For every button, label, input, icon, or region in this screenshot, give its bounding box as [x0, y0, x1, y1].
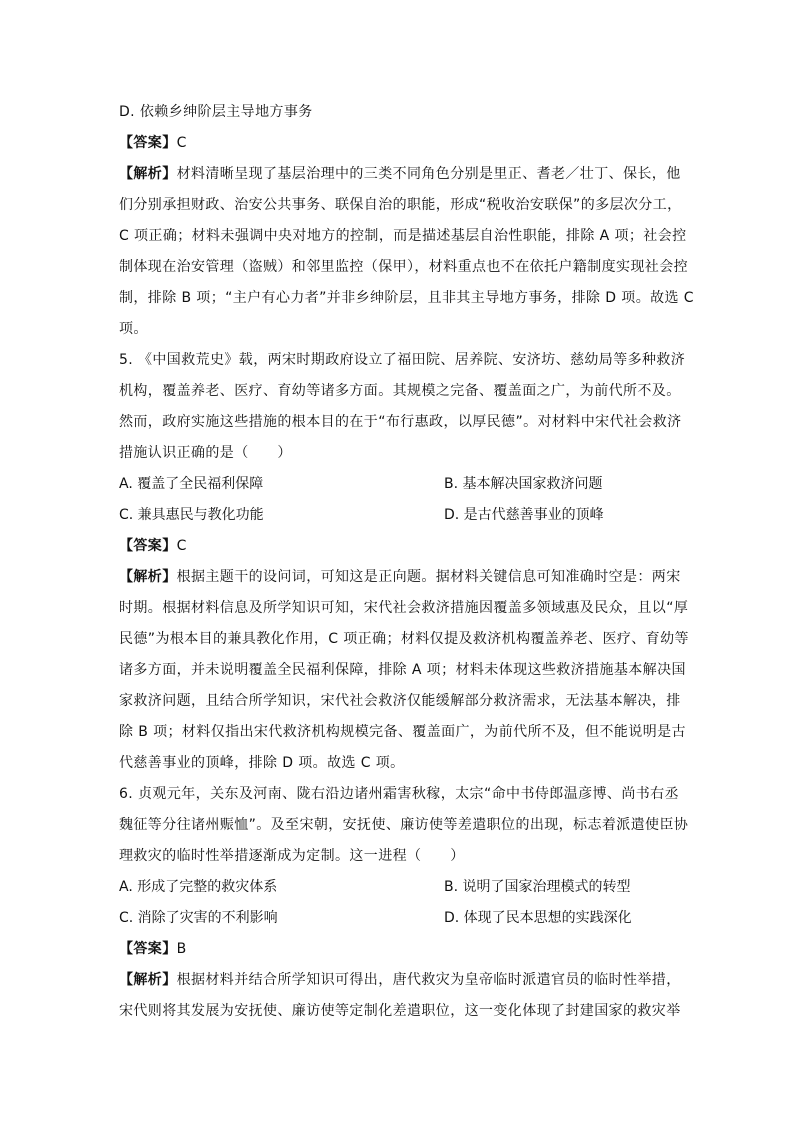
q4-analysis-line: 项。	[119, 321, 148, 337]
q6-option-c: C. 消除了灾害的不利影响	[119, 910, 278, 926]
analysis-tag: 【解析】	[119, 972, 177, 988]
q6-stem-line: 6. 贞观元年，关东及河南、陇右沿边诸州霜害秋稼，太宗“命中书侍郎温彦博、尚书右丞	[119, 786, 679, 802]
q6-analysis-line: 【解析】根据材料并结合所学知识可得出，唐代救灾为皇帝临时派遣官员的临时性举措，	[119, 972, 681, 988]
q5-analysis-line: 【解析】根据主题干的设问词，可知这是正向题。据材料关键信息可知准确时空是：两宋	[119, 569, 681, 585]
q4-option-d: D. 依赖乡绅阶层主导地方事务	[119, 104, 313, 120]
q5-options-row	[119, 500, 679, 531]
q5-analysis-line: 时期。根据材料信息及所学知识可知，宋代社会救济措施因覆盖多领域惠及民众，且以“厚	[119, 600, 689, 616]
q5-analysis-line: 代慈善事业的顶峰，排除 D 项。故选 C 项。	[119, 755, 405, 771]
q5-stem-line: 措施认识正确的是（ ）	[119, 445, 292, 461]
q5-option-a: A. 覆盖了全民福利保障	[119, 476, 264, 492]
q6-option-a: A. 形成了完整的救灾体系	[119, 879, 278, 895]
q6-options-row	[119, 872, 679, 903]
q5-stem-line: 5. 《中国救荒史》载，两宋时期政府设立了福田院、居养院、安济坊、慈幼局等多种救济	[119, 352, 686, 368]
q5-analysis-line: 家救济问题，且结合所学知识，宋代社会救济仅能缓解部分救济需求，无法基本解决，排	[119, 693, 681, 709]
q6-answer	[119, 934, 679, 965]
q4-analysis-line: 【解析】材料清晰呈现了基层治理中的三类不同角色分别是里正、耆老／壮丁、保长，他	[119, 166, 681, 182]
q4-analysis-line: 制，排除 B 项；“主户有心力者”并非乡绅阶层，且非其主导地方事务，排除 D 项。故选 C	[119, 290, 694, 306]
q5-analysis-line: 除 B 项；材料仅指出宋代救济机构规模完备、覆盖面广，为前代所不及，但不能说明是古	[119, 724, 686, 740]
q6-option-b: B. 说明了国家治理模式的转型	[444, 879, 631, 895]
answer-value: C	[176, 135, 187, 151]
answer-tag: 【答案】	[119, 135, 177, 151]
q5-answer	[119, 531, 679, 562]
q6-analysis-line: 宋代则将其发展为安抚使、廉访使等定制化差遣职位，这一变化体现了封建国家的救灾举	[119, 1003, 681, 1019]
q5-options-row	[119, 469, 679, 500]
q6-stem-line: 魏征等分往诸州赈恤”。及至宋朝，安抚使、廉访使等差遣职位的出现，标志着派遣使臣协	[119, 817, 689, 833]
q6-option-d: D. 体现了民本思想的实践深化	[444, 910, 632, 926]
q5-option-c: C. 兼具惠民与教化功能	[119, 507, 264, 523]
q5-stem-line: 然而，政府实施这些措施的根本目的在于“布行惠政，以厚民德”。对材料中宋代社会救济	[119, 414, 682, 430]
q5-stem-line: 机构，覆盖养老、医疗、育幼等诸多方面。其规模之完备、覆盖面之广，为前代所不及。	[119, 383, 681, 399]
analysis-tag: 【解析】	[119, 166, 177, 182]
q4-answer	[119, 128, 679, 159]
q4-analysis-line: 制体现在治安管理（盗贼）和邻里监控（保甲），材料重点也不在依托户籍制度实现社会控	[119, 259, 688, 275]
analysis-tag: 【解析】	[119, 569, 177, 585]
answer-tag: 【答案】	[119, 941, 177, 957]
q5-analysis-line: 民德”为根本目的兼具教化作用，C 项正确；材料仅提及救济机构覆盖养老、医疗、育幼等	[119, 631, 689, 647]
q5-option-b: B. 基本解决国家救济问题	[444, 476, 603, 492]
q6-options-row	[119, 903, 679, 934]
answer-tag: 【答案】	[119, 538, 177, 554]
q5-option-d: D. 是古代慈善事业的顶峰	[444, 507, 604, 523]
q4-analysis-line: C 项正确；材料未强调中央对地方的控制，而是描述基层自治性职能，排除 A 项；社会控	[119, 228, 687, 244]
answer-value: C	[176, 538, 187, 554]
answer-value: B	[176, 941, 187, 957]
q4-analysis-line: 们分别承担财政、治安公共事务、联保自治的职能，形成“税收治安联保”的多层次分工，	[119, 197, 682, 213]
document-page	[119, 97, 694, 1027]
q6-stem-line: 理救灾的临时性举措逐渐成为定制。这一进程（ ）	[119, 848, 465, 864]
q5-analysis-line: 诸多方面，并未说明覆盖全民福利保障，排除 A 项；材料未体现这些救济措施基本解决国	[119, 662, 686, 678]
